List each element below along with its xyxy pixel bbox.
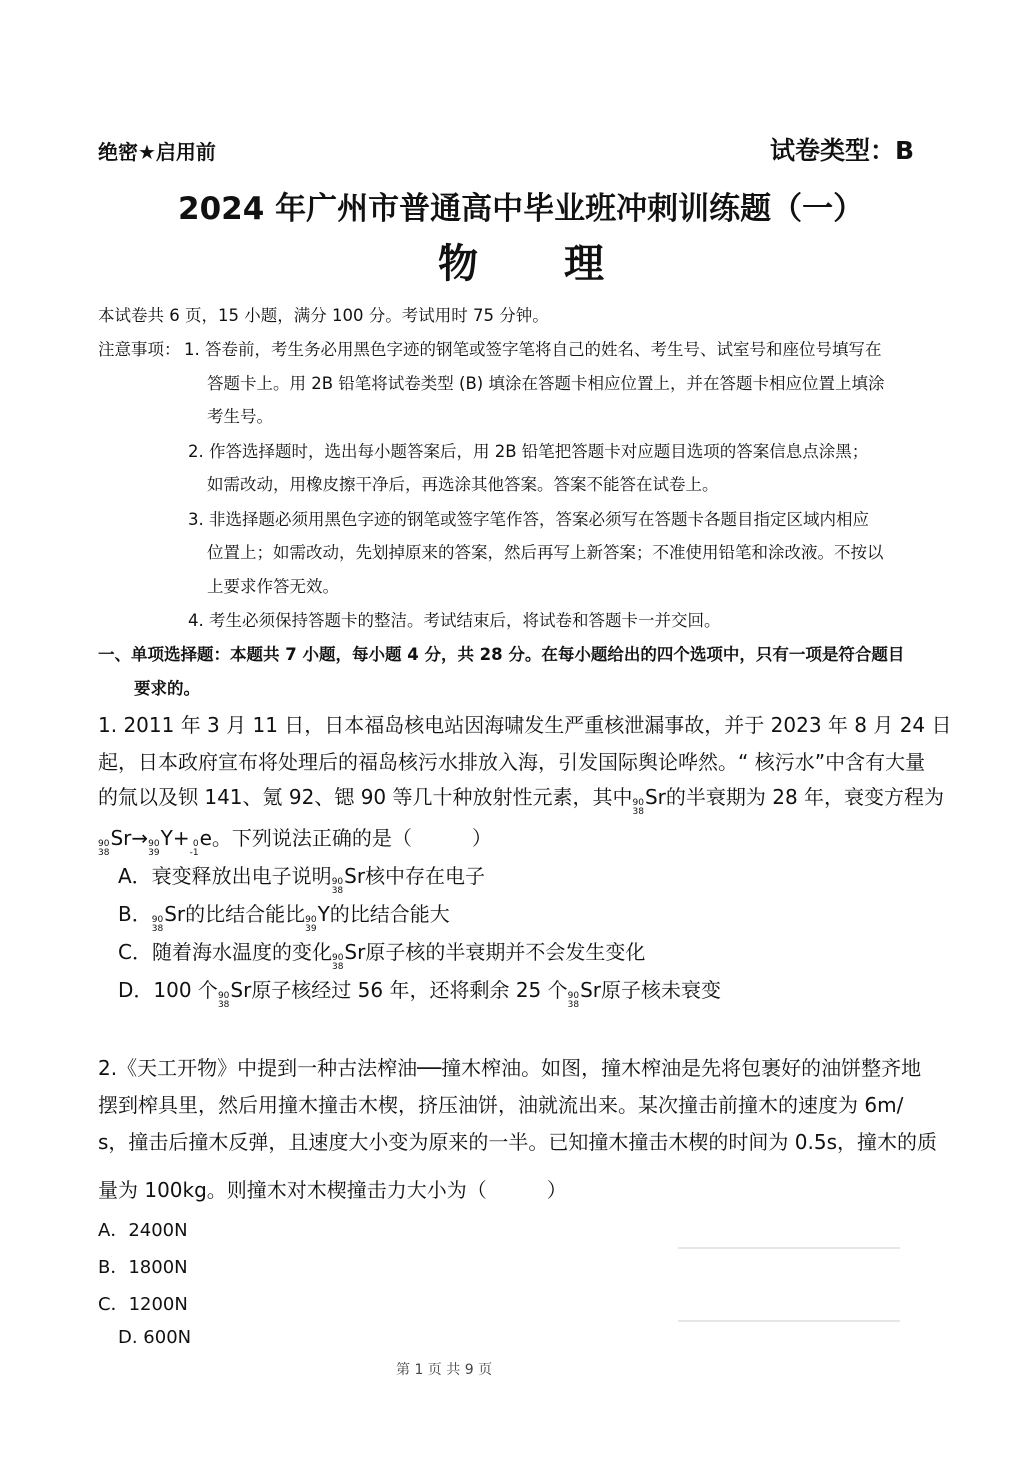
nuclide-y90: 90 39 Y [148,826,173,859]
notice-item-3-line-1: 3. 非选择题必须用黑色字迹的钢笔或签字笔作答，答案必须写在答题卡各题目指定区域内相应 [188,510,869,529]
subject-title: 物 理 [438,241,606,287]
nuclide-electron: 0 -1 e [189,826,212,859]
nuclide-sr90: 90 38 Sr [217,978,252,1011]
q1-stem-line-1: 1. 2011 年 3 月 11 日，日本福岛核电站因海啸发生严重核泄漏事故，并于 2023 年 8 月 24 日 [98,713,952,737]
notice-label: 注意事项： [98,340,181,359]
q2-stem-line-1: 2.《天工开物》中提到一种古法榨油──撞木榨油。如图，撞木榨油是先将包裹好的油饼整齐地 [98,1056,922,1080]
nuclide-sr90: 90 38 Sr [331,864,366,897]
notice-item-3-line-2: 位置上；如需改动，先划掉原来的答案，然后再写上新答案；不准使用铅笔和涂改液。不按以 [207,543,884,562]
q1-option-c: C．随着海水温度的变化 90 38 Sr原子核的半衰期并不会发生变化 [118,940,646,973]
notice-item-1-line-2: 答题卡上。用 2B 铅笔将试卷类型 (B) 填涂在答题卡相应位置上，并在答题卡相应位置上填涂 [207,374,885,393]
figure-remnant-bottom [678,1320,900,1322]
q2-stem-line-3: s，撞击后撞木反弹，且速度大小变为原来的一半。已知撞木撞击木楔的时间为 0.5s，撞木的质 [98,1130,938,1154]
q1-stem-line-2: 起，日本政府宣布将处理后的福岛核污水排放入海，引发国际舆论哗然。“ 核污水”中含有大量 [98,750,926,774]
secret-label: 绝密★启用前 [98,140,216,164]
nuclide-y90: 90 39 Y [305,902,330,935]
q2-stem-line-4: 量为 100kg。则撞木对木楔撞击力大小为（ ） [98,1178,567,1202]
nuclide-sr90: 90 38 Sr [632,785,666,818]
notice-item-1-line-3: 考生号。 [207,407,273,426]
q2-stem-line-2: 摆到榨具里，然后用撞木撞击木楔，挤压油饼，油就流出来。某次撞击前撞木的速度为 6m/ [98,1093,904,1117]
q2-option-a: A．2400N [98,1220,188,1241]
q1-stem-line-3: 的氚以及钡 141、氪 92、锶 90 等几十种放射性元素，其中 90 38 Sr的半衰期为 28 年，衰变方程为 [98,785,945,818]
intro-text: 本试卷共 6 页，15 小题，满分 100 分。考试用时 75 分钟。 [98,306,549,325]
notice-item-2-line-1: 2. 作答选择题时，选出每小题答案后，用 2B 铅笔把答题卡对应题目选项的答案信息点涂黑； [188,442,869,461]
q2-option-b: B．1800N [98,1257,188,1278]
nuclide-sr90: 90 38 Sr [151,902,186,935]
section-heading-line-2: 要求的。 [134,679,200,698]
q1-option-a: A．衰变释放出电子说明 90 38 Sr核中存在电子 [118,864,486,897]
figure-remnant-top [678,1247,900,1249]
notice-item-2-line-2: 如需改动，用橡皮擦干净后，再选涂其他答案。答案不能答在试卷上。 [207,475,719,494]
q1-option-d: D．100 个 90 38 Sr原子核经过 56 年，还将剩余 25 个 90 38 Sr原子核未衰变 [118,978,722,1011]
nuclide-sr90: 90 38 Sr [331,940,366,973]
q1-option-b: B． 90 38 Sr的比结合能比 90 39 Y的比结合能大 [118,902,450,935]
q1-decay-equation: 90 38 Sr→ 90 39 Y+ 0 -1 e。下列说法正确的是（ ） [98,826,492,859]
nuclide-sr90: 90 38 Sr [567,978,602,1011]
arrow-icon: → [131,826,149,850]
notice-item-1-line-1: 1. 答卷前，考生务必用黑色字迹的钢笔或签字笔将自己的姓名、考生号、试室号和座位号填写在 [184,340,882,359]
paper-type: 试卷类型：B [770,136,915,165]
notice-item-3-line-3: 上要求作答无效。 [207,577,339,596]
nuclide-sr90: 90 38 Sr [98,826,132,859]
page-title: 2024 年广州市普通高中毕业班冲刺训练题（一） [178,191,865,227]
notice-item-4: 4. 考生必须保持答题卡的整洁。考试结束后，将试卷和答题卡一并交回。 [188,611,721,630]
q2-option-c: C．1200N [98,1294,188,1315]
q2-option-d: D. 600N [118,1327,192,1348]
section-heading-line-1: 一、单项选择题：本题共 7 小题，每小题 4 分，共 28 分。在每小题给出的四个选项中，只有一项是符合题目 [98,645,905,664]
page-footer: 第 1 页 共 9 页 [396,1362,493,1378]
